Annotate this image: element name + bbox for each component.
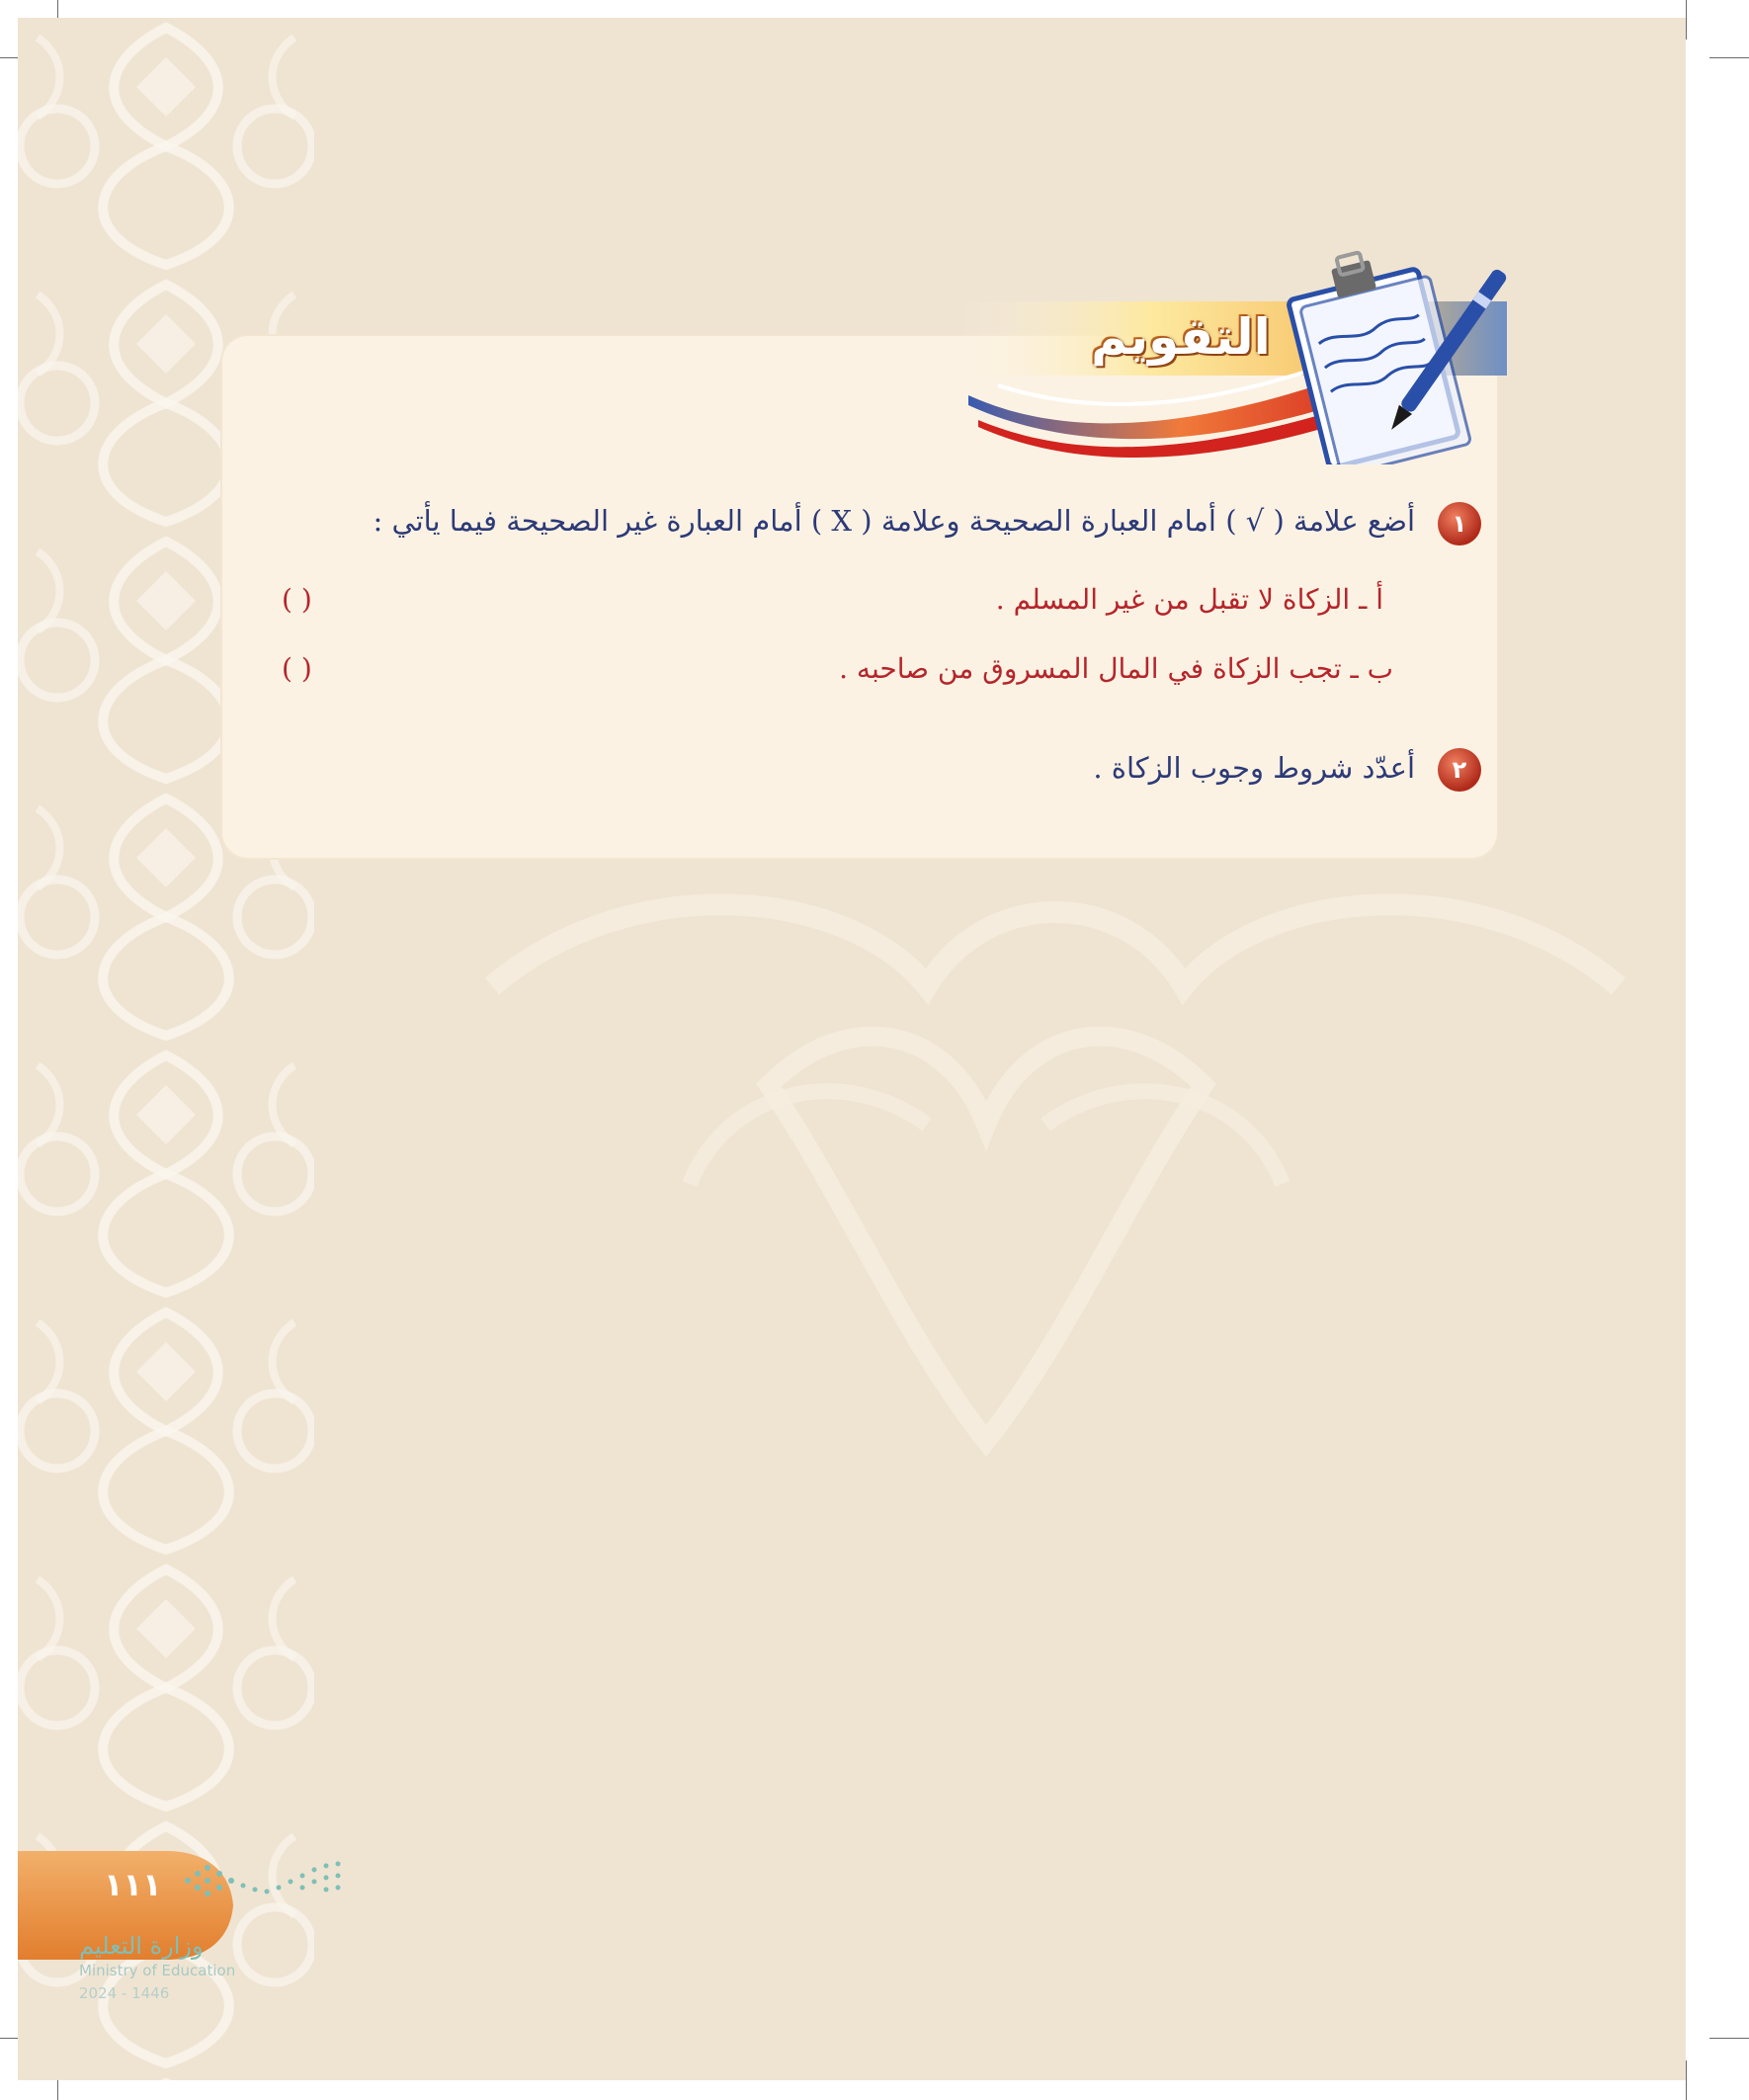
background-motif xyxy=(433,828,1678,1520)
crop-mark xyxy=(1709,2038,1749,2039)
ministry-name-ar: وزارة التعليم xyxy=(79,1932,204,1960)
question-number-badge: ١ xyxy=(1438,502,1481,546)
edition-year: 2024 - 1446 xyxy=(79,1984,170,2002)
crop-mark xyxy=(1686,0,1687,40)
section-title: التقويم xyxy=(1091,308,1271,366)
ministry-logo-icon xyxy=(178,1856,356,1905)
answer-box[interactable]: ( ) xyxy=(282,652,312,685)
page-number: ١١١ xyxy=(104,1866,162,1903)
ministry-name-en: Ministry of Education xyxy=(79,1962,236,1979)
question-2-text: أعدّد شروط وجوب الزكاة . xyxy=(1093,751,1415,785)
question-number-badge: ٢ xyxy=(1438,748,1481,792)
ornament-border xyxy=(18,18,314,2080)
crop-mark xyxy=(1709,57,1749,58)
answer-box[interactable]: ( ) xyxy=(282,583,312,616)
question-1-text: أضع علامة ( √ ) أمام العبارة الصحيحة وعلامة ( X ) أمام العبارة غير الصحيحة فيما يأتي : xyxy=(373,504,1415,538)
crop-mark xyxy=(1686,2060,1687,2100)
question-1-item-a: أ ـ الزكاة لا تقبل من غير المسلم . xyxy=(995,583,1383,616)
question-1-item-b: ب ـ تجب الزكاة في المال المسروق من صاحبه . xyxy=(839,652,1393,685)
